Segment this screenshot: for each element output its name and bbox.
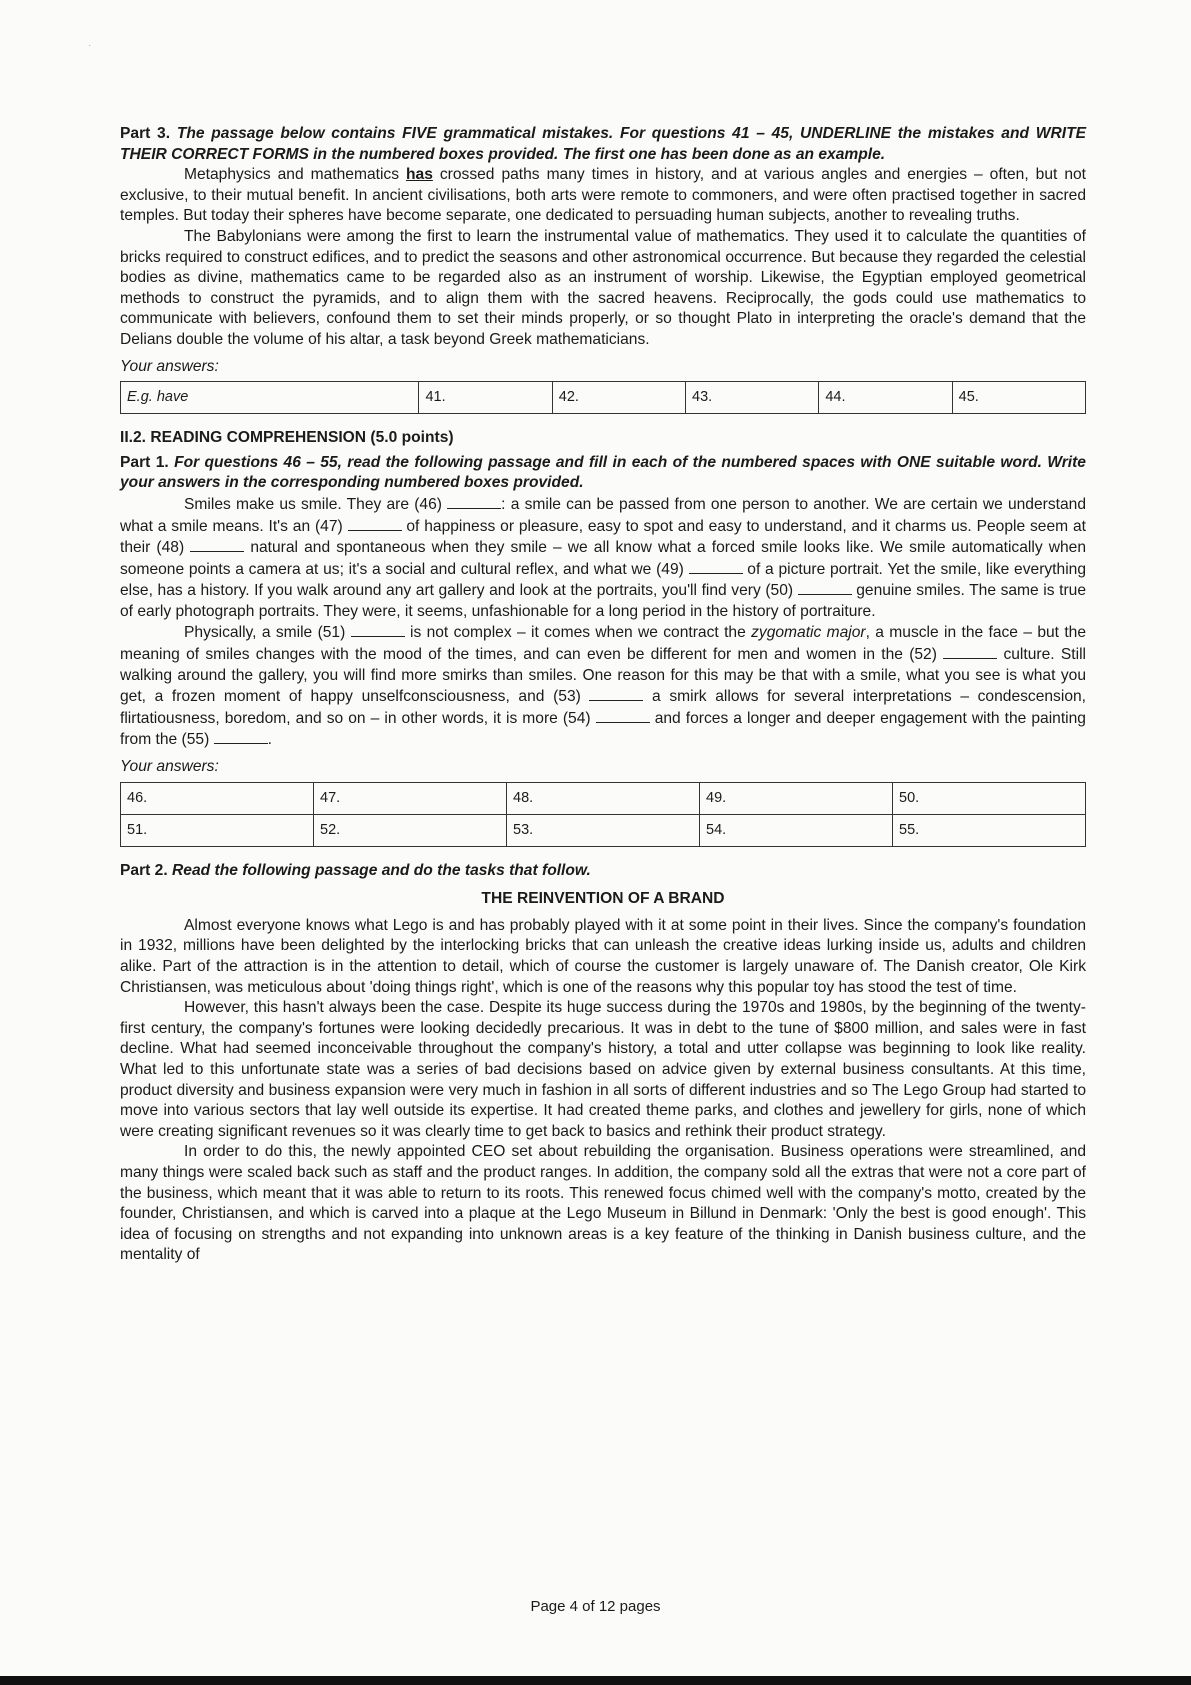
answer-label: 43. (692, 389, 713, 406)
answer-label: 42. (558, 389, 579, 406)
passage-paragraph-2: However, this hasn't always been the case. Despite its huge success during the 1970s and 1980s, by the beginning of the twenty-first century, the company's fortunes were looking decidedly precarious. It was in debt to the tune of $800 million, and sales were in fast decline. What had seemed inconceivable throughout the company's history, a total and utter collapse was beginning to look like reality. What led to this unfortunate state was a series of bad decisions based on advice given by external business consultants. At this time, product diversity and business expansion were very much in fashion in all sorts of different industries and so The Lego Group had started to move into various sectors that lay well outside its expertise. It had created theme parks, and clothes and jewellery for girls, none of which were creating significant revenues so it was clearly time to get back to basics and rethink their product strategy. (120, 999, 1086, 1140)
page-content (120, 124, 1086, 1266)
answer-label: 55. (899, 821, 920, 838)
part3-instruction (120, 124, 1086, 165)
answer-box-42[interactable] (552, 382, 685, 414)
answer-label: E.g. have (127, 389, 189, 406)
blank-54 (596, 708, 650, 723)
scan-speck: · (88, 40, 92, 51)
answer-box-49[interactable] (700, 782, 893, 814)
answer-box-45[interactable] (952, 382, 1085, 414)
part3-answers-label: Your answers: (120, 357, 219, 375)
answer-box-44[interactable] (819, 382, 952, 414)
table-row (121, 814, 1086, 846)
text-run: . (267, 731, 272, 749)
page-number: Page 4 of 12 pages (530, 1598, 661, 1615)
reading-paragraph-2 (120, 622, 1086, 751)
answer-box-52[interactable] (314, 814, 507, 846)
reading-answers-label: Your answers: (120, 758, 219, 776)
answer-label: 52. (320, 821, 341, 838)
answer-label: 45. (958, 389, 979, 406)
blank-50 (798, 580, 852, 595)
reading-paragraph-1 (120, 494, 1086, 623)
answer-label: 49. (706, 789, 727, 806)
example-underlined-mistake: has (406, 166, 433, 184)
answer-box-55[interactable] (893, 814, 1086, 846)
answer-box-54[interactable] (700, 814, 893, 846)
part2-instruction (120, 861, 1086, 882)
table-row (121, 382, 1086, 414)
text-run: a smirk allows for several interpretations – condescension, flirtatiousness, boredom, and so on – in other words, it is more (54) (120, 688, 1086, 727)
answer-box-48[interactable] (507, 782, 700, 814)
answer-label: 44. (825, 389, 846, 406)
answer-label: 51. (127, 821, 148, 838)
answer-box-43[interactable] (686, 382, 819, 414)
passage-paragraph-3: In order to do this, the newly appointed CEO set about rebuilding the organisation. Business operations were streamlined, and many things were scaled back such as staff and the product ranges. In addition, the company sold all the extras that were not a core part of the business, which meant that it was able to return to its roots. This renewed focus chimed well with the company's motto, created by the founder, Christiansen, and which is carved into a plaque at the Lego Museum in Billund in Denmark: 'Only the best is good enough'. This idea of focusing on strengths and not expanding into unknown areas is a key feature of the thinking in Danish business culture, and the mentality of (120, 1143, 1086, 1264)
text-run: natural and spontaneous when they smile – we all know what a forced smile looks like. We smile automatically when someone points a camera at us; it's a social and cultural reflex, and what we (49) (120, 539, 1086, 578)
answer-label: 48. (513, 789, 534, 806)
text-run: of happiness or pleasure, easy to spot and easy to understand, and it charms us. People seem at their (48) (120, 517, 1086, 557)
answer-box-50[interactable] (893, 782, 1086, 814)
blank-52 (943, 644, 997, 659)
answer-box-41[interactable] (419, 382, 552, 414)
answer-box-example (121, 382, 419, 414)
answer-box-51[interactable] (121, 814, 314, 846)
text-run: genuine smiles. The same is true of early photograph portraits. They were, it seems, unfashionable for a long period in the history of portraiture. (120, 582, 1086, 620)
table-row (121, 782, 1086, 814)
part2-instruction-text: Read the following passage and do the tasks that follow. (172, 861, 591, 879)
text-run: of a picture portrait. Yet the smile, like everything else, has a history. If you walk around any art gallery and look at the portraits, you'll find very (50) (120, 560, 1086, 600)
reading-part1-instruction-text: For questions 46 – 55, read the following passage and fill in each of the numbered spaces with ONE suitable word. Write your answers in the corresponding numbered boxes provided. (120, 453, 1086, 492)
answer-label: 50. (899, 789, 920, 806)
text-run: , a muscle in the face – but the meaning of smiles changes with the mood of the times, and can even be different for men and women in the (52) (120, 624, 1087, 664)
blank-53 (589, 686, 643, 701)
answer-label: 46. (127, 789, 148, 806)
answer-box-46[interactable] (121, 782, 314, 814)
blank-51 (351, 622, 405, 637)
blank-47 (348, 516, 402, 531)
part3-answer-table (120, 381, 1086, 414)
text-run: culture. Still walking around the gallery, you will find more smirks than smiles. One reason for this may be that with a smile, what you see is what you get, a frozen moment of happy unselfconsciousness, and (53) (120, 646, 1086, 706)
text-run: is not complex – it comes when we contract the (404, 624, 752, 642)
reading-answer-table (120, 782, 1086, 847)
reading-section-title: II.2. READING COMPREHENSION (5.0 points) (120, 429, 454, 447)
answer-box-47[interactable] (314, 782, 507, 814)
reading-part1-label: Part 1. (120, 453, 169, 471)
blank-49 (689, 559, 743, 574)
answer-box-53[interactable] (507, 814, 700, 846)
part3-paragraph-2: The Babylonians were among the first to learn the instrumental value of mathematics. They used it to calculate the quantities of bricks required to construct edifices, and to predict the seasons and other astronomical occurrence. But because they regarded the celestial bodies as divine, mathematics came to be regarded also as an instrument of worship. Likewise, the Egyptian employed geometrical methods to construct the pyramids, and to align them with the sacred heavens. Reciprocally, the gods could use mathematics to communicate with believers, confound them to set their minds properly, or so thought Plato in interpreting the oracle's demand that the Delians double the volume of his altar, a task beyond Greek mathematicians. (120, 227, 1086, 348)
blank-48 (190, 537, 244, 552)
passage-paragraph-1: Almost everyone knows what Lego is and has probably played with it at some point in their lives. Since the company's foundation in 1932, millions have been delighted by the interlocking bricks that can unleash the creative ideas lurking inside us, adults and children alike. Part of the attraction is in the attention to detail, which of course the customer is largely unaware of. The Danish creator, Ole Kirk Christiansen, was meticulous about 'doing things right', which is one of the reasons why this popular toy has stood the test of time. (120, 916, 1086, 996)
reading-part1-instruction (120, 453, 1086, 494)
blank-46 (447, 494, 501, 509)
scan-edge (0, 1676, 1191, 1685)
answer-label: 41. (425, 389, 446, 406)
answer-label: 54. (706, 821, 727, 838)
text-run: Smiles make us smile. They are (46) (184, 495, 448, 513)
part2-label: Part 2. (120, 861, 168, 879)
blank-55 (214, 729, 268, 744)
part3-paragraph-1 (120, 165, 1086, 227)
italic-term: zygomatic major (751, 624, 866, 642)
passage-title: THE REINVENTION OF A BRAND (481, 890, 725, 908)
text-run: crossed paths many times in history, and at various angles and energies – often, but not exclusive, to their mutual benefit. In ancient civilisations, both arts were remote to commoners, and were often practised together in sacred temples. But today their spheres have become separate, one dedicated to persuading human subjects, another to revealing truths. (120, 166, 1086, 225)
text-run: Physically, a smile (51) (184, 624, 351, 642)
part3-label: Part 3. (120, 125, 171, 142)
text-run: : a smile can be passed from one person to another. We are certain we understand what a smile means. It's an (47) (120, 495, 1086, 535)
part3-instruction-text: The passage below contains FIVE grammatical mistakes. For questions 41 – 45, UNDERLINE the mistakes and WRITE THEIR CORRECT FORMS in the numbered boxes provided. The first one has been done as an example. (120, 125, 1086, 163)
answer-label: 47. (320, 789, 341, 806)
text-run: Metaphysics and mathematics (184, 166, 407, 184)
answer-label: 53. (513, 821, 534, 838)
text-run: and forces a longer and deeper engagement with the painting from the (55) (120, 709, 1086, 749)
